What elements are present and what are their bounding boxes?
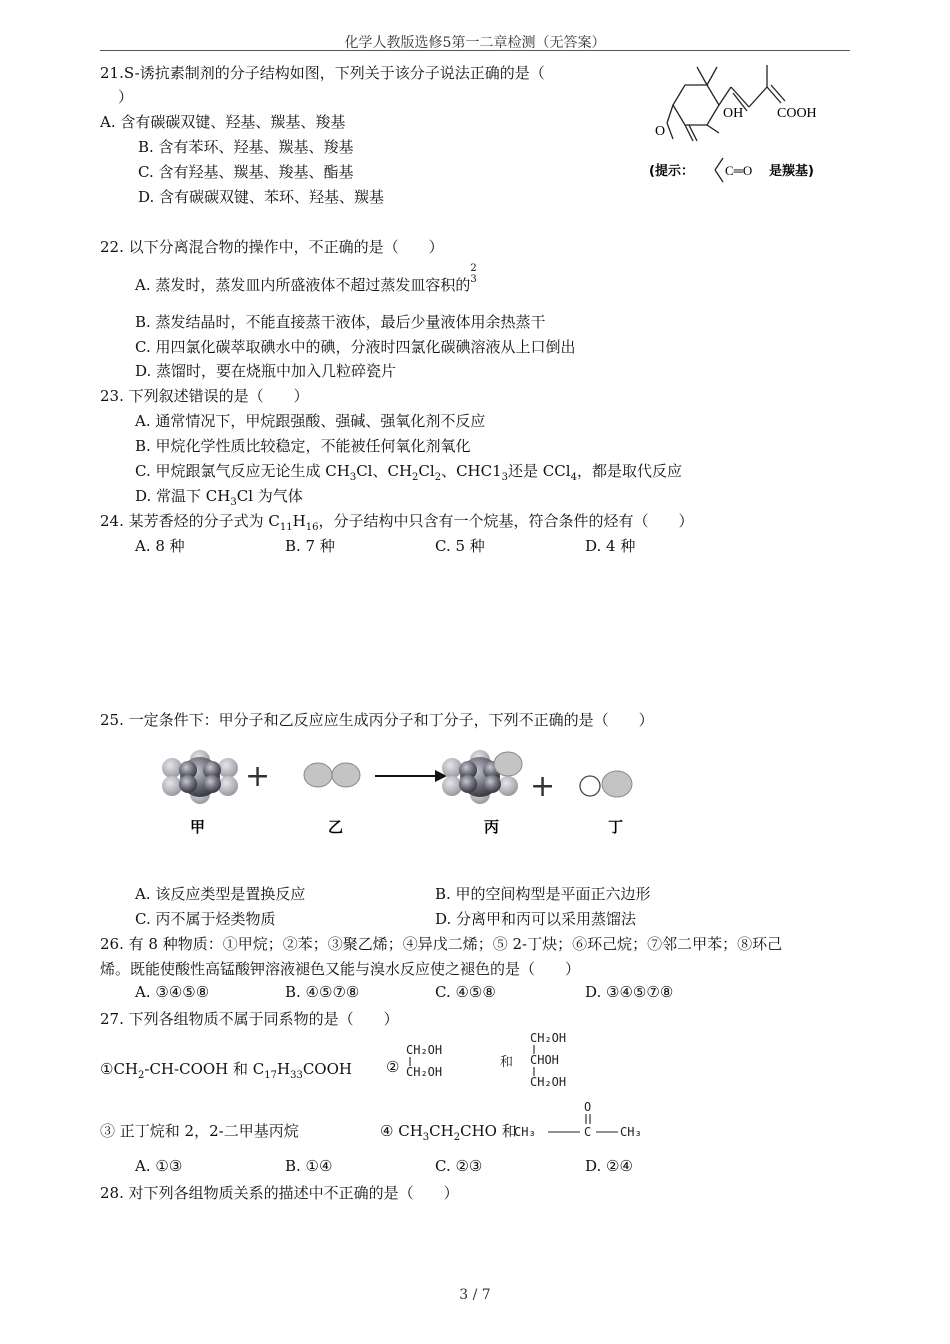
q24-option-b: B. 7 种	[285, 537, 335, 555]
q27-item1: $①CH_2-CH$-COOH 和 $C_{17}H_{33}COOH$	[100, 1060, 352, 1081]
glycol-bottom: CH₂OH	[406, 1065, 443, 1079]
q22-fraction-num: 2	[470, 263, 477, 274]
q21-fig-cooh: COOH	[777, 106, 817, 121]
q23-option-b: B. 甲烷化学性质比较稳定，不能被任何氧化剂氧化	[135, 437, 471, 455]
q21-option-c: C. 含有羟基、羰基、羧基、酯基	[138, 163, 354, 181]
q21-option-a: A. 含有碳碳双键、羟基、羰基、羧基	[100, 113, 346, 131]
q25-stem: 25. 一定条件下：甲分子和乙反应应生成丙分子和丁分子，下列不正确的是（ ）	[100, 711, 654, 729]
q26-option-b: B. ④⑤⑦⑧	[285, 983, 360, 1001]
q24-option-a: A. 8 种	[135, 537, 185, 555]
acetone-c: C	[584, 1125, 592, 1139]
q25-reaction-figure	[150, 742, 650, 842]
q23-option-a: A. 通常情况下，甲烷跟强酸、强碱、强氧化剂不反应	[135, 412, 486, 430]
q22-option-a	[135, 263, 477, 297]
header-rule	[100, 50, 850, 51]
label-jia: 甲	[190, 818, 206, 836]
q26-option-d: D. ③④⑤⑦⑧	[585, 983, 674, 1001]
q22-fraction	[470, 263, 476, 285]
q23-stem: 23. 下列叙述错误的是（ ）	[100, 387, 309, 405]
page-header: 化学人教版选修5第一二章检测（无答案）	[344, 35, 606, 51]
q22-option-d: D. 蒸馏时，要在烧瓶中加入几粒碎瓷片	[135, 362, 397, 380]
q27-item4: ④ $CH_3CH_2CHO$ 和	[380, 1122, 517, 1143]
q21-hint-prefix: (提示：	[649, 164, 694, 179]
q24-option-d: D. 4 种	[585, 537, 636, 555]
q21-fig-oh: OH	[723, 106, 744, 121]
q27-stem: 27. 下列各组物质不属于同系物的是（ ）	[100, 1010, 399, 1028]
q21-stem: 21.S-诱抗素制剂的分子结构如图，下列关于该分子说法正确的是（	[100, 64, 545, 82]
q21-hint-carbonyl: C═O	[725, 163, 753, 178]
acetone-o: O	[584, 1100, 592, 1114]
molecule-bing	[442, 750, 522, 804]
label-bing: 丙	[484, 818, 500, 836]
q24-option-c: C. 5 种	[435, 537, 485, 555]
q26-stem-line2: 烯。既能使酸性高锰酸钾溶液褪色又能与溴水反应使之褪色的是（ ）	[100, 960, 581, 978]
molecule-yi	[304, 763, 360, 787]
q23-option-d: D. 常温下 $CH_3Cl$ 为气体	[135, 487, 303, 508]
q21-option-b: B. 含有苯环、羟基、羰基、羧基	[138, 138, 354, 156]
q27-option-a: A. ①③	[135, 1157, 183, 1175]
q22-stem: 22. 以下分离混合物的操作中，不正确的是（ ）	[100, 238, 444, 256]
molecule-ding	[580, 771, 632, 797]
q21-hint-suffix: 是羰基)	[769, 164, 814, 179]
glycerol-bottom: CH₂OH	[530, 1075, 567, 1089]
plus-sign-1: +	[245, 759, 271, 794]
q27-option-b: B. ①④	[285, 1157, 333, 1175]
q22-option-c: C. 用四氯化碳萃取碘水中的碘，分液时四氯化碳碘溶液从上口倒出	[135, 338, 576, 356]
q28-stem: 28. 对下列各组物质关系的描述中不正确的是（ ）	[100, 1184, 459, 1202]
q26-option-a: A. ③④⑤⑧	[135, 983, 210, 1001]
plus-sign-2: +	[530, 769, 556, 804]
q26-option-c: C. ④⑤⑧	[435, 983, 496, 1001]
q25-option-a: A. 该反应类型是置换反应	[135, 885, 306, 903]
reaction-arrow	[375, 770, 447, 782]
q27-item2-marker: ②	[386, 1058, 400, 1076]
q22-option-a-text: A. 蒸发时，蒸发皿内所盛液体不超过蒸发皿容积的	[135, 276, 471, 294]
acetone-ch3-right: CH₃	[620, 1125, 642, 1139]
glycerol-top: CH₂OH	[530, 1031, 567, 1045]
q25-option-c: C. 丙不属于烃类物质	[135, 910, 276, 928]
q27-item2-structures	[400, 1028, 620, 1096]
q27-option-d: D. ②④	[585, 1157, 633, 1175]
acetone-ch3-left: CH₃	[514, 1125, 536, 1139]
q21-option-d: D. 含有碳碳双键、苯环、羟基、羰基	[138, 188, 385, 206]
page-number: 3 / 7	[459, 1287, 491, 1303]
q24-stem: 24. 某芳香烃的分子式为 $C_{11}H_{16}$，分子结构中只含有一个烷基，符合条件的烃有（ ）	[100, 512, 694, 533]
q26-stem-line1: 26. 有 8 种物质：①甲烷；②苯；③聚乙烯；④异戊二烯；⑤ 2-丁炔；⑥环己烷；⑦邻二甲苯；⑧环己	[100, 935, 783, 953]
q27-he: 和	[500, 1055, 514, 1070]
acetone-structure	[512, 1098, 664, 1142]
q22-option-b: B. 蒸发结晶时，不能直接蒸干液体，最后少量液体用余热蒸干	[135, 313, 546, 331]
label-yi: 乙	[328, 818, 344, 836]
q21-molecule-figure	[645, 55, 850, 190]
q25-option-b: B. 甲的空间构型是平面正六边形	[435, 885, 651, 903]
q27-option-c: C. ②③	[435, 1157, 483, 1175]
label-ding: 丁	[608, 818, 624, 836]
q21-fig-o: O	[655, 124, 666, 139]
q27-item3: ③ 正丁烷和 2，2-二甲基丙烷	[100, 1122, 299, 1140]
q21-stem-close: ）	[118, 88, 134, 106]
q23-option-c: C. 甲烷跟氯气反应无论生成 $CH_3Cl$、$CH_2Cl_2$、$CHC1_3$还是 CCl$_4$，都是取代反应	[135, 462, 682, 483]
q22-fraction-den: 3	[470, 274, 477, 285]
q25-option-d: D. 分离甲和丙可以采用蒸馏法	[435, 910, 637, 928]
glycerol-middle: CHOH	[530, 1053, 559, 1067]
glycol-top: CH₂OH	[406, 1043, 443, 1057]
molecule-jia	[162, 750, 238, 804]
